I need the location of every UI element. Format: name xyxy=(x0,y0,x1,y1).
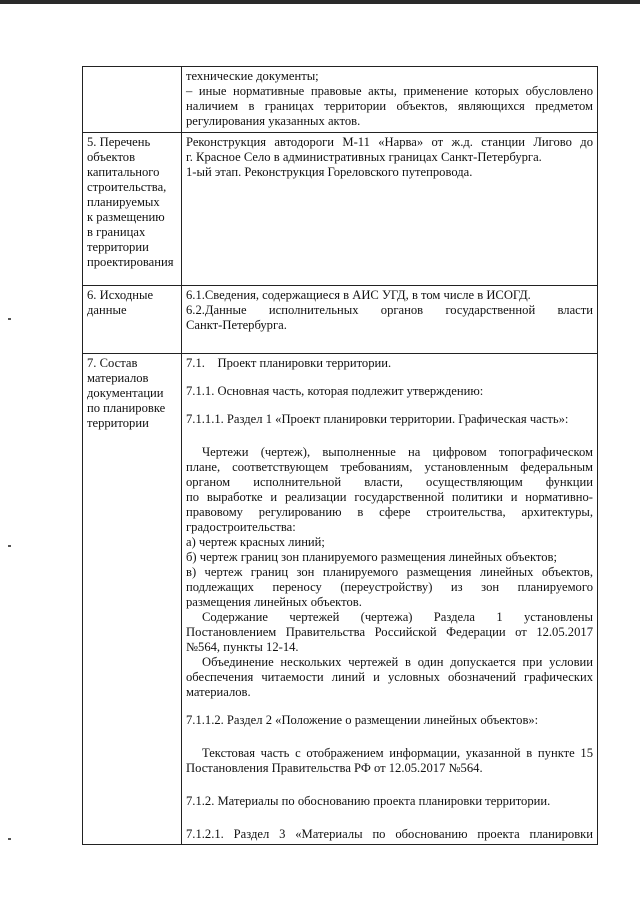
scan-top-edge xyxy=(0,0,640,4)
row-content xyxy=(182,133,598,286)
text-line: 6.1.Сведения, содержащиеся в АИС УГД, в том числе в ИСОГД. xyxy=(186,288,531,302)
text-line: технические документы; xyxy=(186,69,319,83)
label-line: 5. Перечень xyxy=(87,135,151,149)
section-heading: 7.1.1.1. Раздел 1 «Проект планировки территории. Графическая часть»: xyxy=(186,412,569,426)
text-line: 1-ый этап. Реконструкция Гореловского путепровода. xyxy=(186,165,473,179)
text-line: – иные нормативные правовые акты, применение которых обусловлено xyxy=(186,84,593,98)
section-heading: 7.1.2.1. Раздел 3 «Материалы по обоснованию проекта планировки xyxy=(186,827,593,841)
label-line: 6. Исходные xyxy=(87,288,154,302)
row-label xyxy=(83,286,182,354)
margin-mark xyxy=(8,318,11,320)
label-line: строительства, xyxy=(87,180,167,194)
text-line: обеспечения читаемости линий и условных обозначений графических xyxy=(186,670,593,684)
text-line: г. Красное Село в административных границах Санкт-Петербурга. xyxy=(186,150,542,164)
text-line: наличием в границах территории объектов, являющихся предметом xyxy=(186,99,593,113)
text-line: Реконструкция автодороги М-11 «Нарва» от ж.д. станции Лигово до xyxy=(186,135,593,149)
text-line: органом исполнительной власти, осуществляющим функции xyxy=(186,475,593,489)
table-row-continuation xyxy=(83,67,598,133)
label-line: капитального xyxy=(87,165,160,179)
section-heading: 7.1.1.2. Раздел 2 «Положение о размещении линейных объектов»: xyxy=(186,713,539,727)
label-line: данные xyxy=(87,303,127,317)
label-line: планируемых xyxy=(87,195,160,209)
table-row-objects-list xyxy=(83,133,598,286)
text-line: 6.2.Данные исполнительных органов государственной власти xyxy=(186,303,593,317)
text-line: Объединение нескольких чертежей в один допускается при условии xyxy=(202,655,593,669)
label-line: территории xyxy=(87,416,149,430)
text-line: Содержание чертежей (чертежа) Раздела 1 установлены xyxy=(202,610,593,624)
text-line: Текстовая часть с отображением информации, указанной в пункте 15 xyxy=(202,746,593,760)
text-line: по выработке и реализации государственной политики и нормативно- xyxy=(186,490,593,504)
text-line: регулирования указанных актов. xyxy=(186,114,361,128)
text-line: Постановления Правительства РФ от 12.05.2017 №564. xyxy=(186,761,483,775)
row-content xyxy=(182,286,598,354)
label-line: документации xyxy=(87,386,164,400)
section-heading: 7.1.1. Основная часть, которая подлежит утверждению: xyxy=(186,384,484,398)
row-content xyxy=(182,354,598,845)
text-line: №564, пункты 12-14. xyxy=(186,640,299,654)
section-heading: 7.1.2. Материалы по обоснованию проекта планировки территории. xyxy=(186,794,551,808)
label-line: в границах xyxy=(87,225,146,239)
list-item: б) чертеж границ зон планируемого размещения линейных объектов; xyxy=(186,550,557,564)
text-line: правовому регулированию в сфере строительства, архитектуры, xyxy=(186,505,593,519)
row-content xyxy=(182,67,598,133)
table-row-materials xyxy=(83,354,598,845)
label-line: проектирования xyxy=(87,255,174,269)
text-line: градостроительства: xyxy=(186,520,296,534)
label-line: материалов xyxy=(87,371,149,385)
row-label-empty xyxy=(83,67,182,133)
label-line: к размещению xyxy=(87,210,165,224)
text-line: материалов. xyxy=(186,685,251,699)
requirements-table xyxy=(82,66,598,845)
label-line: по планировке xyxy=(87,401,166,415)
list-item: а) чертеж красных линий; xyxy=(186,535,325,549)
margin-mark xyxy=(8,838,11,840)
row-label xyxy=(83,354,182,845)
list-item: подлежащих переносу (переустройству) из зон планируемого xyxy=(186,580,593,594)
row-label xyxy=(83,133,182,286)
margin-mark xyxy=(8,545,11,547)
text-line: Санкт-Петербурга. xyxy=(186,318,287,332)
label-line: 7. Состав xyxy=(87,356,138,370)
table-row-source-data xyxy=(83,286,598,354)
text-line: плане, соответствующем требованиям, установленным федеральным xyxy=(186,460,593,474)
label-line: объектов xyxy=(87,150,136,164)
text-line: Чертежи (чертеж), выполненные на цифровом топографическом xyxy=(202,445,593,459)
section-heading: 7.1. Проект планировки территории. xyxy=(186,356,392,370)
text-line: Постановлением Правительства Российской Федерации от 12.05.2017 xyxy=(186,625,593,639)
label-line: территории xyxy=(87,240,149,254)
list-item: в) чертеж границ зон планируемого размещения линейных объектов, xyxy=(186,565,593,579)
list-item: размещения линейных объектов. xyxy=(186,595,362,609)
